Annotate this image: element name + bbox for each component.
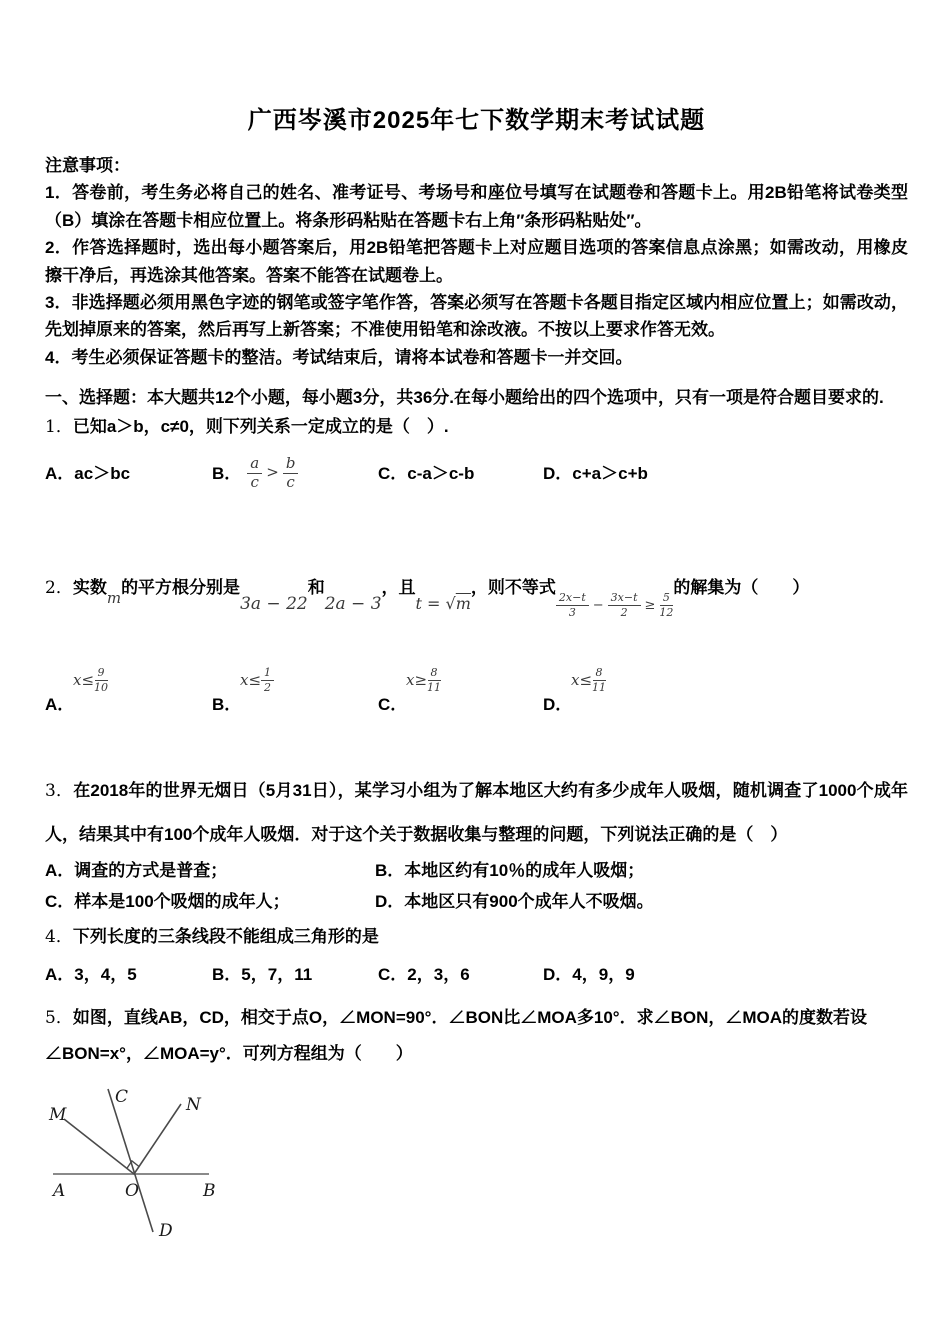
figure-label-O: O: [125, 1181, 139, 1202]
q2-expr-1: 3a − 22: [240, 594, 308, 615]
q2-option-a-math: x ≤ $\frac{9}{10}$: [73, 666, 109, 694]
notice-item-1: 1．答卷前，考生务必将自己的姓名、准考证号、考场号和座位号填写在试题卷和答题卡上。用2B铅笔将试卷类型（B）填涂在答题卡相应位置上。将条形码粘贴在答题卡右上角″条形码粘贴处″。: [45, 183, 908, 230]
question-4: [45, 923, 908, 988]
question-1-number: 1．: [45, 417, 73, 438]
question-4-number: 4．: [45, 927, 73, 948]
q1-option-c: [378, 460, 543, 487]
question-1-text: 已知a＞b，c≠0，则下列关系一定成立的是（ ）.: [72, 417, 449, 437]
q2-var-m: m: [106, 589, 122, 608]
q1-option-c-label: C．: [378, 463, 408, 483]
figure-label-N: N: [186, 1095, 201, 1116]
figure-label-C: C: [115, 1087, 129, 1108]
question-2-number: 2．: [45, 578, 73, 599]
notice-header: 注意事项：: [45, 156, 130, 175]
q2-option-c: [378, 665, 543, 717]
ray-ON: [134, 1104, 181, 1174]
q1-option-a-label: A．: [45, 463, 75, 483]
notice-item-2: 2．作答选择题时，选出每小题答案后，用2B铅笔把答题卡上对应题目选项的答案信息点涂黑；如需改动，用橡皮擦干净后，再选涂其他答案。答案不能答在试题卷上。: [45, 238, 908, 285]
q1-option-d-label: D．: [543, 463, 573, 483]
question-5-figure: [39, 1084, 908, 1251]
q1-option-c-text: c-a＞c-b: [407, 463, 475, 483]
q3-option-c: C．样本是100个吸烟的成年人；: [45, 892, 290, 912]
q2-option-b: [212, 665, 378, 717]
radical-sign: √: [445, 594, 456, 614]
q2-text-part: ，则不等式: [470, 578, 556, 598]
question-5: [45, 1000, 908, 1072]
q1-option-d-text: c+a＞c+b: [572, 463, 648, 483]
question-3-options: [45, 857, 908, 915]
q2-text-part: 实数: [72, 578, 107, 598]
notice-item-4: 4．考生必须保证答题卡的整洁。考试结束后，请将本试卷和答题卡一并交回。: [45, 347, 633, 367]
figure-label-A: A: [53, 1181, 66, 1202]
question-3: [45, 769, 908, 915]
question-1-options: [45, 447, 908, 499]
question-4-text: 下列长度的三条线段不能组成三角形的是: [72, 927, 379, 947]
q3-option-b: B．本地区约有10％的成年人吸烟；: [375, 861, 645, 881]
q3-option-a: A．调查的方式是普查；: [45, 861, 228, 881]
figure-label-B: B: [203, 1181, 216, 1202]
q2-expr-2: 2a − 3: [324, 594, 382, 615]
q4-option-d: D．4，9，9: [543, 965, 635, 985]
question-5-text: 如图，直线AB，CD，相交于点O，∠MON=90°．∠BON比∠MOA多10°．求∠BON，∠MOA的度数若设∠BON=x°，∠MOA=y°．可列方程组为（ ）: [45, 1008, 868, 1064]
q2-text-part: 的解集为（ ）: [673, 578, 810, 598]
q1-option-b-math: $\frac{a}{c}$ > $\frac{b}{c}$: [247, 456, 298, 491]
question-3-text: 在2018年的世界无烟日（5月31日），某学习小组为了解本地区大约有多少成年人吸烟，随机调查了1000个成年人，结果其中有100个成年人吸烟．对于这个关于数据收集与整理的问题，下列说法正确的是（ ）: [45, 781, 908, 845]
q1-option-b: [212, 456, 378, 491]
section-header: 一、选择题：本大题共12个小题，每小题3分，共36分.在每小题给出的四个选项中，只有一项是符合题目要求的.: [45, 388, 884, 408]
ray-OM: [64, 1119, 134, 1174]
question-4-stem: [45, 923, 908, 951]
q1-option-a: [45, 460, 212, 487]
q4-option-c: C．2，3，6: [378, 965, 470, 985]
q2-option-d-math: x ≤ $\frac{8}{11}$: [571, 666, 607, 694]
question-3-number: 3．: [45, 781, 74, 802]
q2-option-b-label: B．: [212, 695, 242, 715]
notice-section: [45, 152, 908, 371]
q4-option-a: A．3，4，5: [45, 965, 137, 985]
notice-item-3: 3．非选择题必须用黑色字迹的钢笔或签字笔作答，答案必须写在答题卡各题目指定区域内相应位置上；如需改动，先划掉原来的答案，然后再写上新答案；不准使用铅笔和涂改液。不按以上要求作答无效。: [45, 293, 908, 340]
q1-option-d: [543, 460, 908, 487]
q2-option-d-label: D．: [543, 695, 573, 715]
question-2-stem: [45, 543, 908, 619]
line-CD: [108, 1089, 153, 1232]
q2-text-part: 和: [307, 578, 325, 598]
q2-option-c-math: x ≥ $\frac{8}{11}$: [406, 666, 442, 694]
q2-option-d: [543, 665, 908, 717]
figure-label-D: D: [159, 1221, 173, 1242]
question-2-options: [45, 665, 908, 717]
q2-text-part: 的平方根分别是: [121, 578, 241, 598]
figure-label-M: M: [49, 1105, 67, 1126]
q2-option-c-label: C．: [378, 695, 408, 715]
q1-option-a-text: ac＞bc: [74, 463, 131, 483]
question-5-number: 5．: [45, 1008, 73, 1029]
q2-sqrt-expression: t = √m: [415, 594, 471, 614]
q2-option-a-label: A．: [45, 695, 75, 715]
q1-option-b-label: B．: [212, 463, 242, 483]
question-1-stem: [45, 413, 908, 441]
question-4-options: [45, 961, 908, 988]
q3-option-d: D．本地区只有900个成年人不吸烟。: [375, 892, 654, 912]
page-title: 广西岑溪市2025年七下数学期末考试试题: [247, 107, 706, 134]
question-5-stem: [45, 1000, 908, 1072]
q2-option-b-math: x ≤ $\frac{1}{2}$: [240, 667, 274, 693]
question-3-stem: [45, 769, 908, 857]
q2-inequality: $\frac{2x-t}{3}$ − $\frac{3x-t}{2}$ ≥ $\frac{5}{12}$: [556, 592, 674, 618]
q2-option-a: [45, 665, 212, 717]
q4-option-b: B．5，7，11: [212, 965, 313, 985]
q2-text-part: ，且: [381, 578, 416, 598]
